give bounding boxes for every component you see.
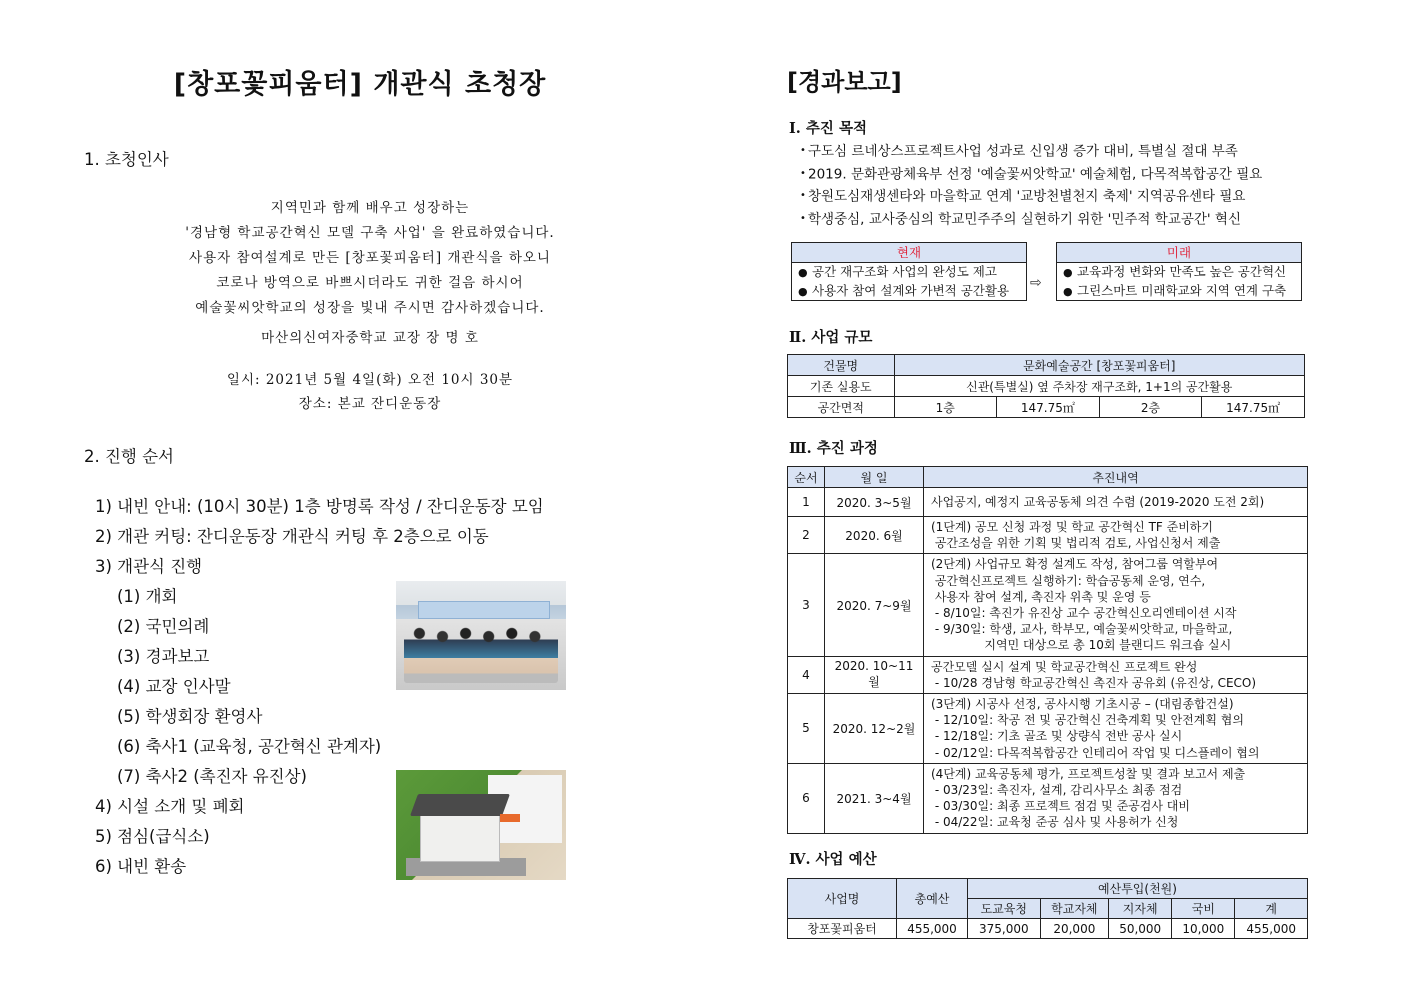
- greeting-message: [140, 196, 600, 351]
- bullet-icon: ●: [798, 284, 808, 298]
- report-title: [경과보고]: [787, 68, 902, 96]
- purpose-list: [800, 140, 1262, 230]
- col-budget-input: 예산투입(천원): [968, 879, 1308, 899]
- current-state-item: ● 사용자 참여 설계와 가변적 공간활용: [792, 282, 1026, 301]
- section-program-heading: 2. 진행 순서: [84, 447, 174, 466]
- building-name-value: 문화예술공간 [창포꽃피움터]: [894, 355, 1305, 376]
- future-state-header: 미래: [1057, 243, 1301, 263]
- col-local-gov: 지자체: [1109, 899, 1172, 919]
- program-item: 2) 개관 커팅: 잔디운동장 개관식 커팅 후 2층으로 이동: [95, 527, 489, 546]
- house-graphic: [420, 808, 500, 862]
- col-school: 학교자체: [1040, 899, 1109, 919]
- progress-table: [787, 466, 1308, 834]
- budget-heading: Ⅳ. 사업 예산: [789, 851, 877, 868]
- progress-heading: Ⅲ. 추진 과정: [789, 440, 878, 457]
- usage-label: 기존 실용도: [788, 376, 895, 397]
- scale-table: [787, 354, 1305, 418]
- program-subitem: (4) 교장 인사말: [117, 677, 231, 696]
- floor2-label: 2층: [1099, 397, 1202, 418]
- area-label: 공간면적: [788, 397, 895, 418]
- bullet-icon: •: [800, 212, 806, 224]
- roof-graphic: [410, 794, 510, 816]
- program-item: 1) 내빈 안내: (10시 30분) 1층 방명록 작성 / 잔디운동장 모임: [95, 497, 544, 516]
- bullet-icon: •: [800, 145, 806, 156]
- current-state-box: [791, 242, 1027, 301]
- floor2-area: 147.75㎡: [1202, 397, 1305, 418]
- purpose-item: • 학생중심, 교사중심의 학교민주주의 실현하기 위한 '민주적 학교공간' 혁신: [800, 208, 1262, 231]
- future-state-box: [1056, 242, 1302, 301]
- bullet-icon: •: [800, 167, 806, 179]
- col-total: 총예산: [897, 879, 968, 919]
- bullet-icon: ●: [1063, 266, 1073, 279]
- floor1-label: 1층: [894, 397, 997, 418]
- col-project: 사업명: [788, 879, 897, 919]
- invitation-title: [창포꽃피움터] 개관식 초청장: [173, 69, 547, 100]
- current-state-item: ● 공간 재구조화 사업의 완성도 제고: [792, 263, 1026, 282]
- building-rendering: [396, 770, 566, 880]
- greeting-line: '경남형 학교공간혁신 모델 구축 사업' 을 완료하였습니다.: [185, 225, 555, 241]
- event-place: 장소: 본교 잔디운동장: [298, 396, 442, 412]
- scale-heading: Ⅱ. 사업 규모: [789, 329, 873, 346]
- program-item: 6) 내빈 환송: [95, 857, 187, 876]
- arrow-right-icon: ⇨: [1030, 275, 1042, 291]
- purpose-heading: Ⅰ. 추진 목적: [789, 120, 867, 137]
- table-row: 5 2020. 12~2월 (3단계) 시공사 선정, 공사시행 기초시공 – (대림종합건설) - 12/10일: 착공 전 및 공간혁신 건축계획 및 안전계획 협의 - 12/18일: 기초 골조 및 상량식 전반 공사 실시 - 02/12일: 다목적복합공간 인테리어 작업 및 디스플레이 협의: [788, 694, 1308, 764]
- table-row: 4 2020. 10~11월 공간모델 실시 설계 및 학교공간혁신 프로젝트 완성 - 10/28 경남형 학교공간혁신 촉진자 공유회 (유진상, CECO): [788, 656, 1308, 693]
- table-row: 2 2020. 6월 (1단계) 공모 신청 과정 및 학교 공간혁신 TF 준비하기 공간조성을 위한 기획 및 법리적 검토, 사업신청서 제출: [788, 517, 1308, 554]
- banner-graphic: [418, 601, 550, 619]
- floor1-area: 147.75㎡: [997, 397, 1100, 418]
- table-row: 3 2020. 7~9월 (2단계) 사업규모 확정 설계도 작성, 참여그룹 역할부여 공간혁신프로젝트 실행하기: 학습공동체 운영, 연수, 사용자 참여 설계, 촉진자 위촉 및 운영 등 - 8/10일: 촉진가 유진상 교수 공간혁신오리엔테이션 시작 - 9/30일: 학생, 교사, 학부모, 예술꽃씨앗학교, 마을학교, 지역민 대상으로 총 10회 블랜디드 워크숍 실시: [788, 554, 1308, 656]
- section-greeting-heading: 1. 초청인사: [84, 150, 169, 169]
- current-state-header: 현재: [792, 243, 1026, 263]
- event-info: [140, 368, 600, 416]
- people-graphic: [404, 621, 558, 683]
- col-date: 월 일: [825, 467, 924, 488]
- event-datetime: 일시: 2021년 5월 4일(화) 오전 10시 30분: [226, 372, 514, 388]
- purpose-item: • 2019. 문화관광체육부 선정 '예술꽃씨앗학교' 예술체험, 다목적복합공간 필요: [800, 163, 1262, 186]
- bullet-icon: ●: [1063, 284, 1073, 298]
- greeting-line: 지역민과 함께 배우고 성장하는: [270, 200, 470, 216]
- table-row: 창포꽃피움터 455,000 375,000 20,000 50,000 10,000 455,000: [788, 919, 1308, 939]
- bullet-icon: ●: [798, 266, 808, 279]
- greeting-line: 예술꽃씨앗학교의 성장을 빛내 주시면 감사하겠습니다.: [195, 300, 545, 316]
- signature: 마산의신여자중학교 교장 장 명 호: [261, 330, 479, 346]
- greeting-line: 사용자 참여설계로 만든 [창포꽃피움터] 개관식을 하오니: [189, 250, 551, 266]
- program-item: 3) 개관식 진행: [95, 557, 203, 576]
- program-subitem: (2) 국민의례: [117, 617, 210, 636]
- future-state-item: ● 그린스마트 미래학교와 지역 연계 구축: [1057, 282, 1301, 301]
- building-name-label: 건물명: [788, 355, 895, 376]
- usage-value: 신관(특별실) 옆 주차장 재구조화, 1+1의 공간활용: [894, 376, 1305, 397]
- col-sum: 계: [1235, 899, 1308, 919]
- program-subitem: (7) 축사2 (촉진자 유진상): [117, 767, 307, 786]
- col-details: 추진내역: [924, 467, 1308, 488]
- col-national: 국비: [1172, 899, 1235, 919]
- group-photo: [396, 581, 566, 690]
- purpose-item: • 창원도심재생센타와 마을학교 연계 '교방천별천지 축제' 지역공유센타 필요: [800, 185, 1262, 208]
- budget-table: [787, 878, 1308, 939]
- program-subitem: (6) 축사1 (교육청, 공간혁신 관계자): [117, 737, 382, 756]
- greeting-line: 코로나 방역으로 바쁘시더라도 귀한 걸음 하시어: [216, 275, 524, 291]
- table-row: 6 2021. 3~4월 (4단계) 교육공동체 평가, 프로젝트성찰 및 결과 보고서 제출 - 03/23일: 촉진자, 설계, 감리사무소 최종 점검 - 03/30일: 최종 프로젝트 점검 및 준공검사 대비 - 04/22일: 교육청 준공 심사 및 사용허가 신청: [788, 763, 1308, 833]
- col-provincial-office: 도교육청: [968, 899, 1041, 919]
- future-state-item: ● 교육과정 변화와 만족도 높은 공간혁신: [1057, 263, 1301, 282]
- program-item: 5) 점심(급식소): [95, 827, 210, 846]
- purpose-item: • 구도심 르네상스프로젝트사업 성과로 신입생 증가 대비, 특별실 절대 부족: [800, 140, 1262, 163]
- bullet-icon: •: [800, 190, 806, 201]
- awning-graphic: [500, 814, 520, 822]
- col-order: 순서: [788, 467, 825, 488]
- program-item: 4) 시설 소개 및 폐회: [95, 797, 245, 816]
- table-row: 1 2020. 3~5월 사업공지, 예정지 교육공동체 의견 수렴 (2019-2020 도전 2회): [788, 488, 1308, 517]
- program-subitem: (3) 경과보고: [117, 647, 210, 666]
- program-subitem: (5) 학생회장 환영사: [117, 707, 263, 726]
- program-subitem: (1) 개회: [117, 587, 178, 606]
